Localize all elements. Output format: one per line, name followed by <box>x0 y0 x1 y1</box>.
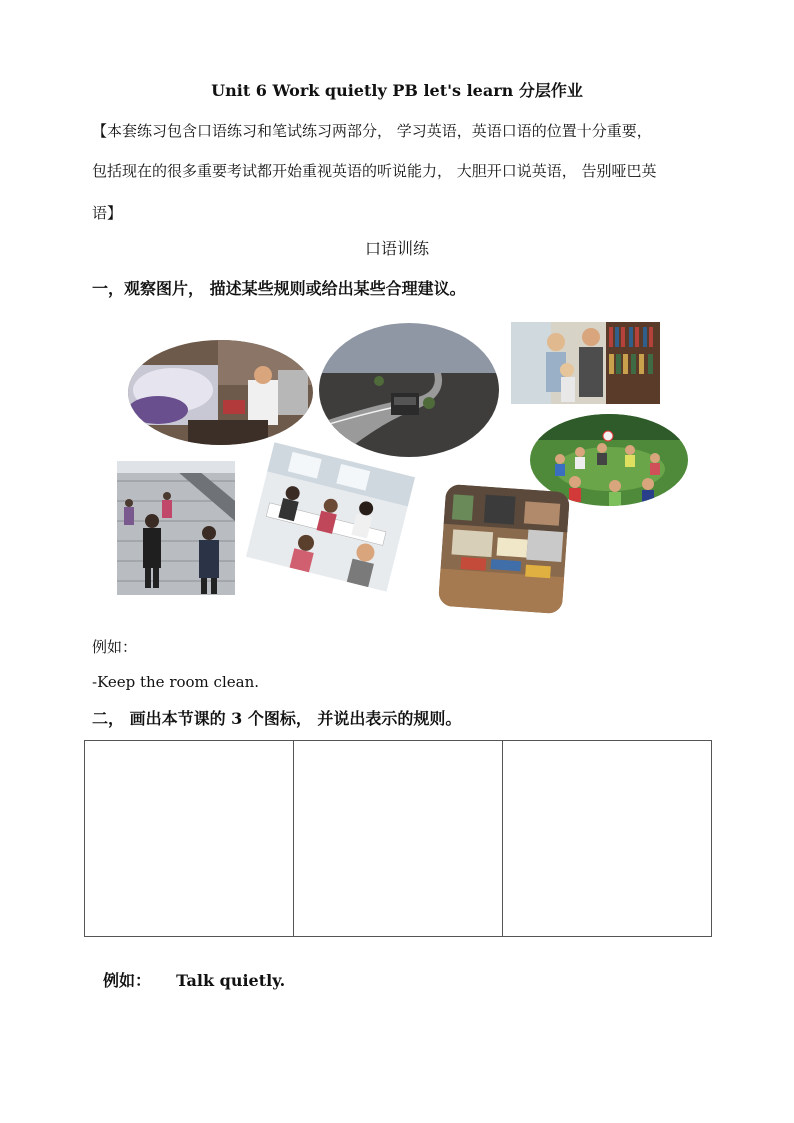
example-2-text: Talk quietly. <box>176 971 286 990</box>
intro-line-3: 语】 <box>92 204 123 222</box>
example-1-text: -Keep the room clean. <box>92 673 259 691</box>
page-title: Unit 6 Work quietly PB let's learn 分层作业 <box>211 81 583 100</box>
messy-desk-photo <box>438 484 570 614</box>
intro-line-2: 包括现在的很多重要考试都开始重视英语的听说能力， 大胆开口说英语， 告别哑巴英 <box>92 162 657 180</box>
section-title: 口语训练 <box>364 239 429 258</box>
example-2-label: 例如： <box>103 971 152 990</box>
messy-bedroom-photo <box>128 340 313 445</box>
example-1-label: 例如： <box>92 638 138 656</box>
question-2: 二， 画出本节课的 3 个图标， 并说出表示的规则。 <box>92 709 462 728</box>
drawing-cell-3[interactable] <box>503 741 712 937</box>
road-car-photo <box>319 323 499 457</box>
library-photo <box>511 322 660 404</box>
question-1: 一，观察图片， 描述某些规则或给出某些合理建议。 <box>92 279 466 298</box>
intro-line-1: 【本套练习包含口语练习和笔试练习两部分， 学习英语，英语口语的位置十分重要， <box>92 122 652 140</box>
drawing-table <box>84 740 712 937</box>
drawing-cell-1[interactable] <box>85 741 294 937</box>
drawing-cell-2[interactable] <box>294 741 503 937</box>
example-2 <box>103 968 285 991</box>
classroom-photo <box>246 442 415 592</box>
escalator-stairs-photo <box>117 461 235 595</box>
